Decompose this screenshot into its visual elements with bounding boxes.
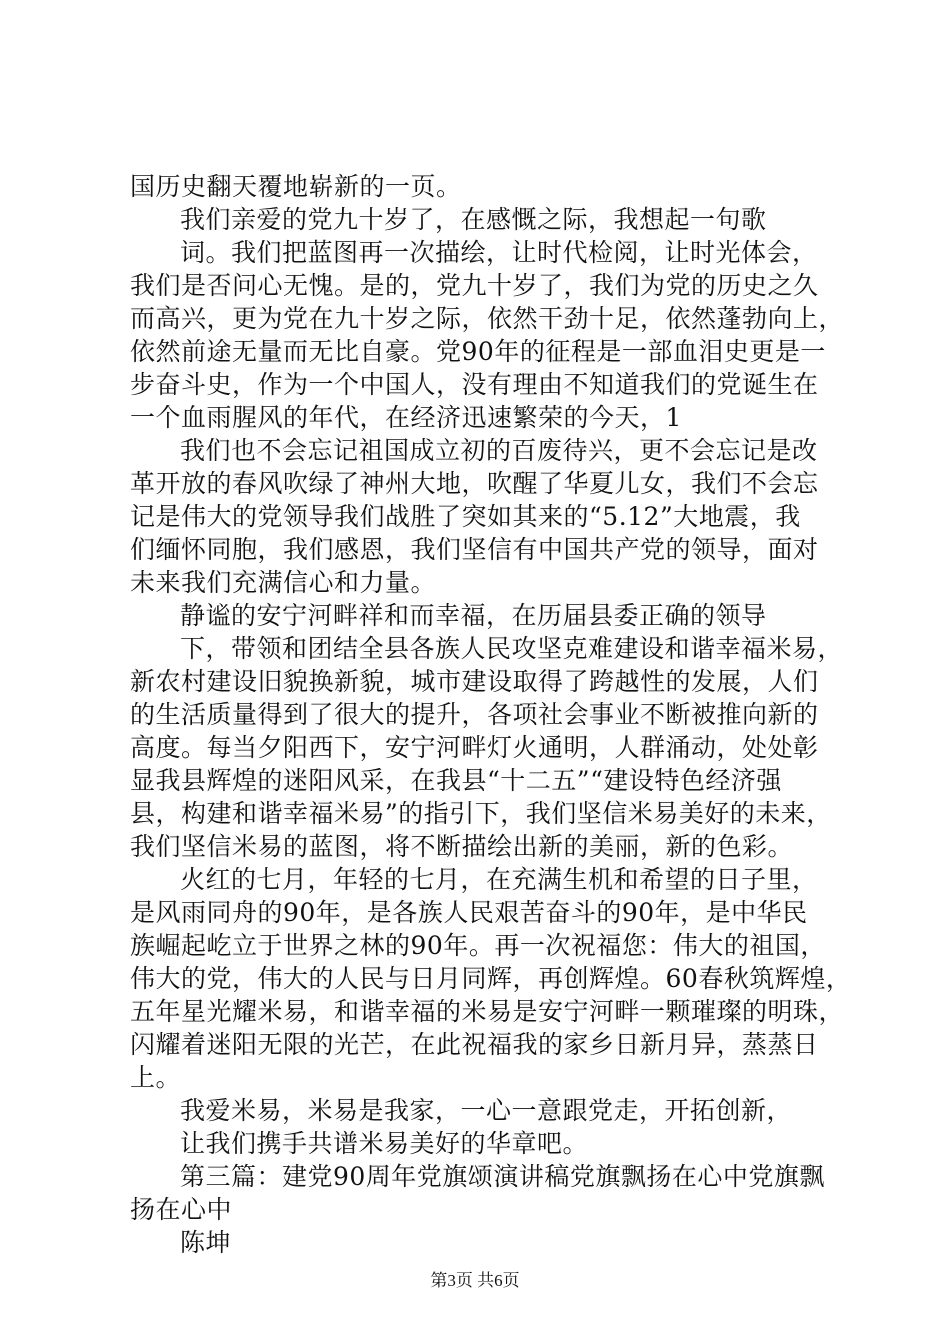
section-heading: 第三篇：建党90周年党旗颂演讲稿党旗飘扬在心中党旗飘: [180, 1162, 825, 1191]
text-line: 让我们携手共谱米易美好的华章吧。: [180, 1129, 589, 1158]
text-line: 伟大的党，伟大的人民与日月同辉，再创辉煌。60春秋筑辉煌，: [130, 964, 852, 993]
text-line: 国历史翻天覆地崭新的一页。: [130, 172, 462, 201]
text-line: 县，构建和谐幸福米易”的指引下，我们坚信米易美好的未来，: [130, 799, 832, 828]
text-line: 火红的七月，年轻的七月，在充满生机和希望的日子里，: [180, 865, 818, 894]
text-line: 我们坚信米易的蓝图，将不断描绘出新的美丽，新的色彩。: [130, 832, 794, 861]
section-heading: 扬在心中: [130, 1195, 233, 1224]
text-line: 的生活质量得到了很大的提升，各项社会事业不断被推向新的: [130, 700, 819, 729]
text-line: 静谧的安宁河畔祥和而幸福，在历届县委正确的领导: [180, 601, 767, 630]
text-line: 步奋斗史，作为一个中国人，没有理由不知道我们的党诞生在: [130, 370, 819, 399]
text-line: 是风雨同舟的90年，是各族人民艰苦奋斗的90年，是中华民: [130, 898, 808, 927]
text-line: 依然前途无量而无比自豪。党90年的征程是一部血泪史更是一: [130, 337, 826, 366]
author-name: 陈坤: [180, 1228, 232, 1257]
text-line: 一个血雨腥风的年代，在经济迅速繁荣的今天，1: [130, 403, 682, 432]
text-line: 高度。每当夕阳西下，安宁河畔灯火通明，人群涌动，处处彰: [130, 733, 819, 762]
text-line: 们缅怀同胞，我们感恩，我们坚信有中国共产党的领导，面对: [130, 535, 819, 564]
text-line: 五年星光耀米易，和谐幸福的米易是安宁河畔一颗璀璨的明珠，: [130, 997, 845, 1026]
text-line: 族崛起屹立于世界之林的90年。再一次祝福您：伟大的祖国，: [130, 931, 826, 960]
text-line: 我们是否问心无愧。是的，党九十岁了，我们为党的历史之久: [130, 271, 819, 300]
text-line: 记是伟大的党领导我们战胜了突如其来的“5.12”大地震，我: [130, 502, 801, 531]
text-line: 上。: [130, 1063, 182, 1092]
page-number-footer: 第3页 共6页: [430, 1271, 520, 1290]
text-line: 新农村建设旧貌换新貌，城市建设取得了跨越性的发展，人们: [130, 667, 819, 696]
text-line: 显我县辉煌的迷阳风采，在我县“十二五”“建设特色经济强: [130, 766, 782, 795]
text-line: 下，带领和团结全县各族人民攻坚克难建设和谐幸福米易，: [180, 634, 844, 663]
text-line: 我们也不会忘记祖国成立初的百废待兴，更不会忘记是改: [180, 436, 818, 465]
text-line: 词。我们把蓝图再一次描绘，让时代检阅，让时光体会，: [180, 238, 818, 267]
text-line: 闪耀着迷阳无限的光芒，在此祝福我的家乡日新月异，蒸蒸日: [130, 1030, 819, 1059]
text-line: 而高兴，更为党在九十岁之际，依然干劲十足，依然蓬勃向上，: [130, 304, 845, 333]
text-line: 我爱米易，米易是我家，一心一意跟党走，开拓创新，: [180, 1096, 793, 1125]
text-line: 我们亲爱的党九十岁了，在感慨之际，我想起一句歌: [180, 205, 767, 234]
text-line: 未来我们充满信心和力量。: [130, 568, 437, 597]
text-line: 革开放的春风吹绿了神州大地，吹醒了华夏儿女，我们不会忘: [130, 469, 819, 498]
